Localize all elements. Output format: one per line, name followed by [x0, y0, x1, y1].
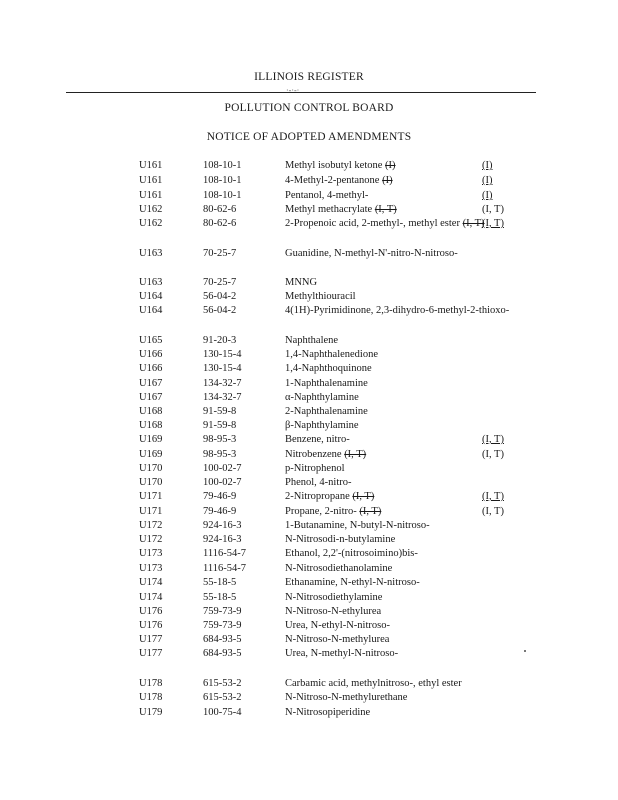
- cas-number: 80-62-6: [203, 218, 237, 229]
- waste-code: U170: [139, 477, 163, 488]
- cas-number: 55-18-5: [203, 577, 237, 588]
- chemical-name-text: 1,4-Naphthoquinone: [285, 363, 372, 374]
- waste-code: U173: [139, 563, 163, 574]
- chemical-name: [285, 633, 465, 646]
- cas-number: 79-46-9: [203, 506, 237, 517]
- chemical-name: [285, 334, 465, 347]
- deleted-hazard-code: (I, T): [344, 449, 367, 460]
- notice-heading: NOTICE OF ADOPTED AMENDMENTS: [206, 131, 412, 143]
- cas-number: 98-95-3: [203, 434, 237, 445]
- chemical-name-text: α-Naphthylamine: [285, 392, 359, 403]
- chemical-name: [285, 647, 465, 660]
- hazard-code: (I, T): [482, 218, 504, 229]
- chemical-name: [285, 706, 465, 719]
- cas-number: 924-16-3: [203, 520, 242, 531]
- cas-number: 79-46-9: [203, 491, 237, 502]
- chemical-name: [285, 433, 465, 446]
- chemical-name-text: Ethanamine, N-ethyl-N-nitroso-: [285, 577, 420, 588]
- chemical-name: [285, 189, 465, 202]
- chemical-name-text: Naphthalene: [285, 335, 339, 346]
- chemical-name-text: Methyl methacrylate: [285, 204, 375, 215]
- cas-number: 134-32-7: [203, 392, 242, 403]
- chemical-name-text: Benzene, nitro-: [285, 434, 350, 445]
- chemical-name-text: N-Nitroso-N-ethylurea: [285, 606, 382, 617]
- cas-number: 91-59-8: [203, 420, 237, 431]
- waste-code: U164: [139, 305, 163, 316]
- chemical-name-text: 1-Butanamine, N-butyl-N-nitroso-: [285, 520, 430, 531]
- chemical-name: [285, 377, 465, 390]
- hazard-code: (I): [482, 175, 493, 186]
- cas-number: 684-93-5: [203, 634, 242, 645]
- chemical-name: [285, 419, 465, 432]
- header-rule-mark: ·-·-·: [286, 86, 300, 95]
- chemical-name: [285, 533, 465, 546]
- waste-code: U161: [139, 190, 163, 201]
- chemical-name-text: N-Nitroso-N-methylurea: [285, 634, 390, 645]
- header-rule: [66, 92, 536, 93]
- chemical-name: [285, 519, 465, 532]
- chemical-name: [285, 591, 465, 604]
- board-name: POLLUTION CONTROL BOARD: [224, 102, 394, 114]
- chemical-name-text: MNNG: [285, 277, 318, 288]
- deleted-hazard-code: (I, T): [374, 204, 397, 215]
- chemical-name-text: N-Nitrosopiperidine: [285, 707, 371, 718]
- chemical-name-text: 1,4-Naphthalenedione: [285, 349, 379, 360]
- chemical-name: [285, 217, 485, 230]
- hazard-code: (I, T): [482, 491, 504, 502]
- waste-code: U163: [139, 248, 163, 259]
- hazard-code: (I, T): [482, 449, 504, 460]
- cas-number: 759-73-9: [203, 606, 242, 617]
- deleted-hazard-code: (I, T): [462, 218, 485, 229]
- cas-number: 91-20-3: [203, 335, 237, 346]
- chemical-name-text: Methylthiouracil: [285, 291, 356, 302]
- waste-code: U177: [139, 634, 163, 645]
- chemical-name: [285, 462, 465, 475]
- deleted-hazard-code: (I): [382, 175, 393, 186]
- scan-speck: [524, 650, 526, 652]
- chemical-name: [285, 174, 465, 187]
- waste-code: U164: [139, 291, 163, 302]
- chemical-name-text: Guanidine, N-methyl-N'-nitro-N-nitroso-: [285, 248, 458, 259]
- chemical-name-text: Propane, 2-nitro-: [285, 506, 360, 517]
- waste-code: U167: [139, 392, 163, 403]
- chemical-name-text: β-Naphthylamine: [285, 420, 359, 431]
- cas-number: 100-02-7: [203, 477, 242, 488]
- cas-number: 615-53-2: [203, 678, 242, 689]
- register-title: ILLINOIS REGISTER: [254, 71, 364, 83]
- chemical-name: [285, 290, 465, 303]
- waste-code: U171: [139, 506, 163, 517]
- chemical-name-text: 2-Naphthalenamine: [285, 406, 368, 417]
- waste-code: U167: [139, 378, 163, 389]
- waste-code: U166: [139, 349, 163, 360]
- deleted-hazard-code: (I): [385, 160, 396, 171]
- cas-number: 70-25-7: [203, 248, 237, 259]
- cas-number: 759-73-9: [203, 620, 242, 631]
- cas-number: 56-04-2: [203, 305, 237, 316]
- waste-code: U173: [139, 548, 163, 559]
- chemical-name: [285, 391, 465, 404]
- chemical-name-text: p-Nitrophenol: [285, 463, 345, 474]
- waste-code: U174: [139, 577, 163, 588]
- hazard-code: (I, T): [482, 506, 504, 517]
- waste-code: U177: [139, 648, 163, 659]
- chemical-name-text: 1-Naphthalenamine: [285, 378, 368, 389]
- cas-number: 615-53-2: [203, 692, 242, 703]
- cas-number: 98-95-3: [203, 449, 237, 460]
- chemical-name: [285, 247, 465, 260]
- waste-code: U161: [139, 175, 163, 186]
- cas-number: 130-15-4: [203, 349, 242, 360]
- waste-code: U172: [139, 534, 163, 545]
- chemical-name-text: 2-Nitropropane: [285, 491, 353, 502]
- cas-number: 56-04-2: [203, 291, 237, 302]
- cas-number: 108-10-1: [203, 190, 242, 201]
- chemical-name-text: N-Nitrosodiethanolamine: [285, 563, 393, 574]
- chemical-name: [285, 362, 465, 375]
- chemical-name-text: Ethanol, 2,2'-(nitrosoimino)bis-: [285, 548, 418, 559]
- cas-number: 70-25-7: [203, 277, 237, 288]
- chemical-name: [285, 276, 465, 289]
- waste-code: U161: [139, 160, 163, 171]
- chemical-name: [285, 405, 465, 418]
- waste-code: U176: [139, 620, 163, 631]
- chemical-name: [285, 203, 465, 216]
- chemical-name-text: Carbamic acid, methylnitroso-, ethyl ester: [285, 678, 462, 689]
- cas-number: 108-10-1: [203, 175, 242, 186]
- cas-number: 80-62-6: [203, 204, 237, 215]
- cas-number: 55-18-5: [203, 592, 237, 603]
- chemical-name: [285, 691, 465, 704]
- chemical-name: [285, 304, 510, 317]
- chemical-name-text: N-Nitroso-N-methylurethane: [285, 692, 408, 703]
- waste-code: U166: [139, 363, 163, 374]
- waste-code: U162: [139, 218, 163, 229]
- waste-code: U174: [139, 592, 163, 603]
- chemical-name: [285, 159, 465, 172]
- cas-number: 1116-54-7: [203, 563, 246, 574]
- cas-number: 1116-54-7: [203, 548, 246, 559]
- chemical-name-text: Pentanol, 4-methyl-: [285, 190, 369, 201]
- chemical-name-text: 4(1H)-Pyrimidinone, 2,3-dihydro-6-methyl-2-thioxo-: [285, 305, 510, 316]
- cas-number: 91-59-8: [203, 406, 237, 417]
- waste-code: U178: [139, 692, 163, 703]
- cas-number: 134-32-7: [203, 378, 242, 389]
- waste-code: U168: [139, 406, 163, 417]
- chemical-name: [285, 448, 465, 461]
- hazard-code: (I, T): [482, 204, 504, 215]
- chemical-name: [285, 677, 465, 690]
- cas-number: 100-75-4: [203, 707, 242, 718]
- chemical-name: [285, 490, 465, 503]
- chemical-name-text: Phenol, 4-nitro-: [285, 477, 352, 488]
- cas-number: 100-02-7: [203, 463, 242, 474]
- chemical-name: [285, 547, 465, 560]
- waste-code: U176: [139, 606, 163, 617]
- waste-code: U162: [139, 204, 163, 215]
- waste-code: U170: [139, 463, 163, 474]
- waste-code: U179: [139, 707, 163, 718]
- cas-number: 130-15-4: [203, 363, 242, 374]
- chemical-name-text: Nitrobenzene: [285, 449, 345, 460]
- waste-code: U178: [139, 678, 163, 689]
- deleted-hazard-code: (I, T): [359, 506, 382, 517]
- chemical-name-text: Urea, N-methyl-N-nitroso-: [285, 648, 399, 659]
- cas-number: 924-16-3: [203, 534, 242, 545]
- chemical-name-text: Methyl isobutyl ketone: [285, 160, 386, 171]
- chemical-name-text: 4-Methyl-2-pentanone: [285, 175, 383, 186]
- hazard-code: (I, T): [482, 434, 504, 445]
- chemical-name-text: 2-Propenoic acid, 2-methyl-, methyl ester: [285, 218, 463, 229]
- chemical-name-text: Urea, N-ethyl-N-nitroso-: [285, 620, 390, 631]
- chemical-name: [285, 576, 465, 589]
- hazard-code: (I): [482, 190, 493, 201]
- chemical-name: [285, 619, 465, 632]
- waste-code: U168: [139, 420, 163, 431]
- cas-number: 684-93-5: [203, 648, 242, 659]
- chemical-name: [285, 476, 465, 489]
- chemical-name-text: N-Nitrosodi-n-butylamine: [285, 534, 396, 545]
- waste-code: U169: [139, 434, 163, 445]
- chemical-name: [285, 562, 465, 575]
- waste-code: U165: [139, 335, 163, 346]
- cas-number: 108-10-1: [203, 160, 242, 171]
- hazard-code: (I): [482, 160, 493, 171]
- waste-code: U169: [139, 449, 163, 460]
- deleted-hazard-code: (I, T): [352, 491, 375, 502]
- waste-code: U171: [139, 491, 163, 502]
- waste-code: U172: [139, 520, 163, 531]
- chemical-name: [285, 605, 465, 618]
- waste-code: U163: [139, 277, 163, 288]
- chemical-name: [285, 505, 465, 518]
- chemical-name: [285, 348, 465, 361]
- chemical-name-text: N-Nitrosodiethylamine: [285, 592, 383, 603]
